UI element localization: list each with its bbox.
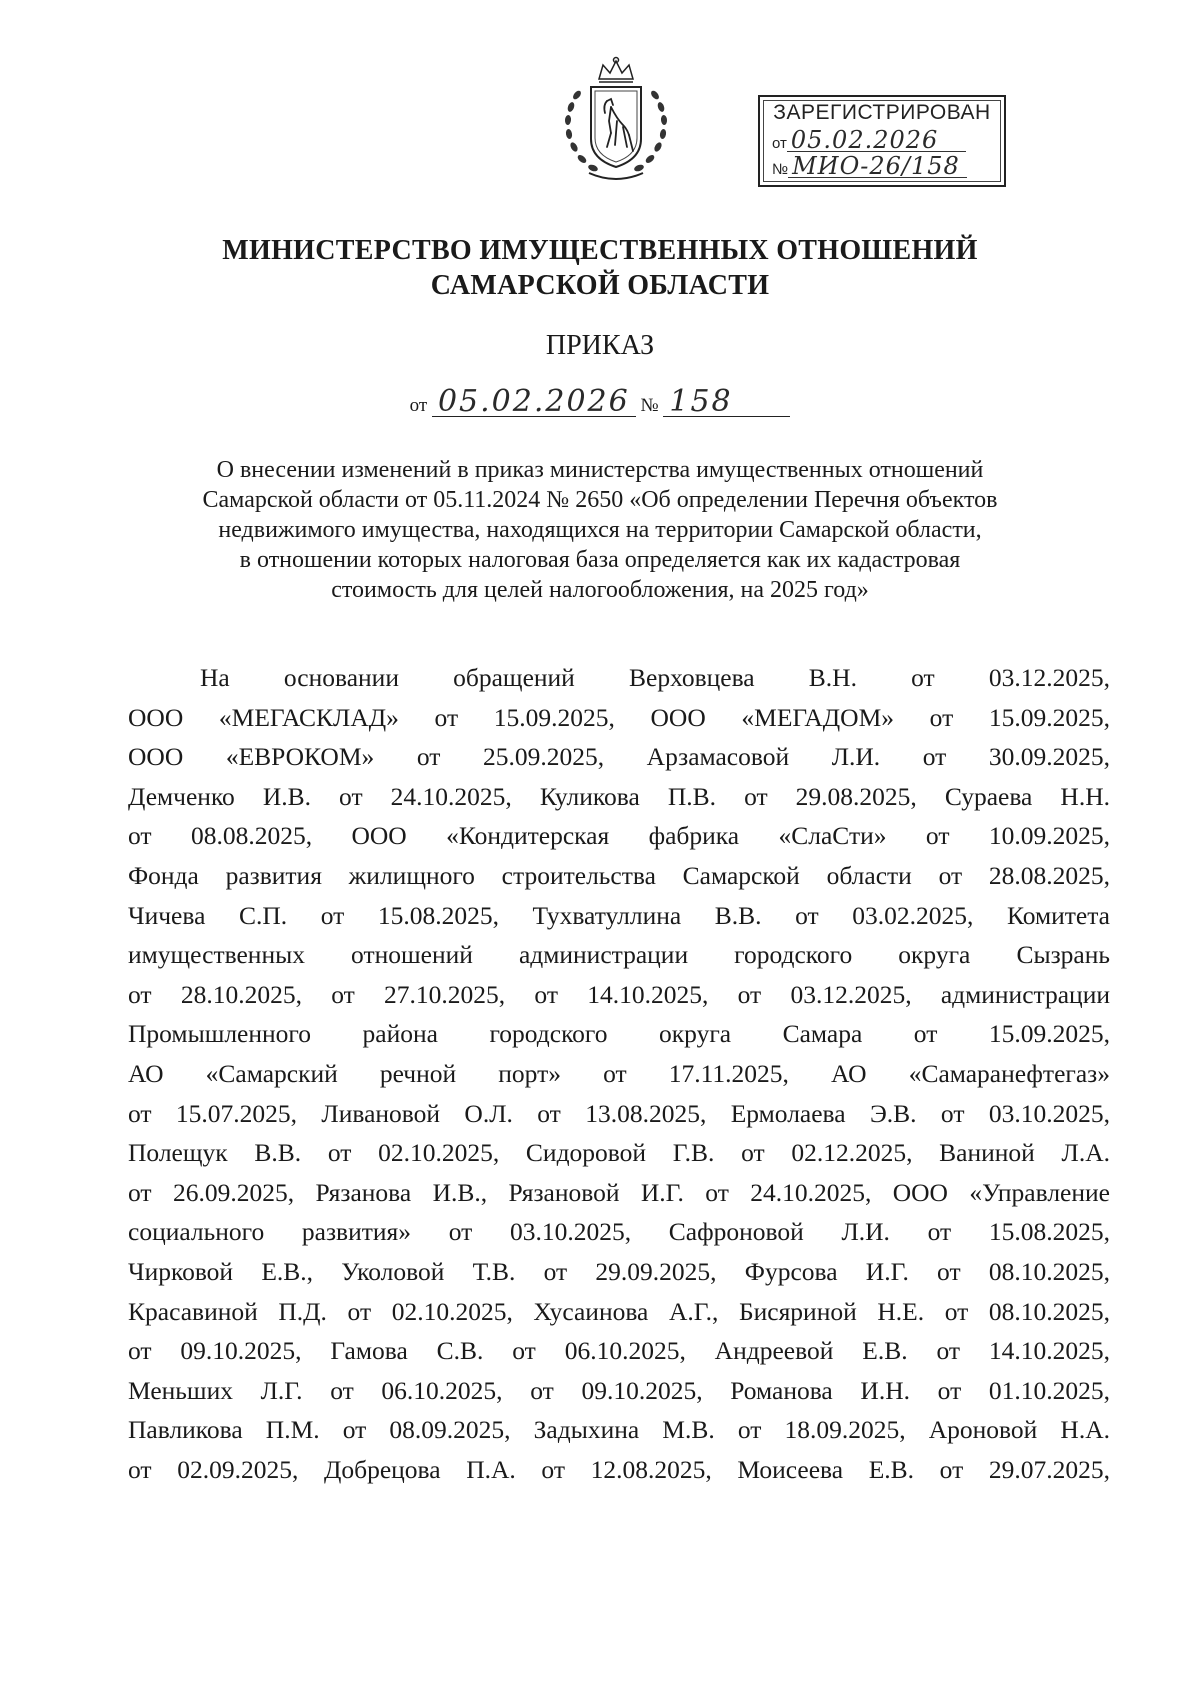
body-line: от 15.07.2025, Ливановой О.Л. от 13.08.2025, Ермолаева Э.В. от 03.10.2025, (128, 1098, 1110, 1128)
order-number-value: 158 (663, 388, 790, 417)
order-subject (120, 455, 1080, 605)
registration-stamp (758, 95, 1006, 187)
stamp-number-row (772, 152, 992, 180)
stamp-title: ЗАРЕГИСТРИРОВАН (773, 101, 991, 124)
body-line: от 08.08.2025, ООО «Кондитерская фабрика «СлаСти» от 10.09.2025, (128, 821, 1110, 851)
subject-line: недвижимого имущества, находящихся на территории Самарской области, (218, 517, 982, 543)
stamp-date-label: от (772, 135, 787, 152)
stamp-number-value: МИО-26/158 (788, 155, 967, 178)
body-line: Чирковой Е.В., Уколовой Т.В. от 29.09.2025, Фурсова И.Г. от 08.10.2025, (128, 1256, 1110, 1286)
body-line: На основании обращений Верховцева В.Н. от 03.12.2025, (200, 663, 1110, 692)
order-date-number (0, 384, 1200, 419)
body-line: Промышленного района городского округа Самара от 15.09.2025, (128, 1019, 1110, 1049)
body-line: ООО «МЕГАСКЛАД» от 15.09.2025, ООО «МЕГАДОМ» от 15.09.2025, (128, 702, 1110, 732)
body-line: ООО «ЕВРОКОМ» от 25.09.2025, Арзамасовой Л.И. от 30.09.2025, (128, 742, 1110, 772)
order-date-label: от (409, 395, 428, 416)
body-line: социального развития» от 03.10.2025, Сафроновой Л.И. от 15.08.2025, (128, 1217, 1110, 1247)
body-line: от 26.09.2025, Рязанова И.В., Рязановой И.Г. от 24.10.2025, ООО «Управление (128, 1177, 1110, 1207)
body-line: Полещук В.В. от 02.10.2025, Сидоровой Г.В. от 02.12.2025, Ваниной Л.А. (128, 1138, 1110, 1168)
stamp-number-label: № (772, 161, 789, 178)
body-line: Фонда развития жилищного строительства Самарской области от 28.08.2025, (128, 860, 1110, 890)
body-line: Демченко И.В. от 24.10.2025, Куликова П.В. от 29.08.2025, Сураева Н.Н. (128, 781, 1110, 811)
body-line: от 28.10.2025, от 27.10.2025, от 14.10.2025, от 03.12.2025, администрации (128, 979, 1110, 1009)
order-date-value: 05.02.2026 (432, 388, 636, 417)
ministry-title (0, 233, 1200, 303)
body-line: Меньших Л.Г. от 06.10.2025, от 09.10.2025, Романова И.Н. от 01.10.2025, (128, 1375, 1110, 1405)
subject-line: стоимость для целей налогообложения, на 2025 год» (331, 577, 869, 603)
body-line: АО «Самарский речной порт» от 17.11.2025, АО «Самаранефтегаз» (128, 1058, 1110, 1088)
body-line: от 09.10.2025, Гамова С.В. от 06.10.2025, Андреевой Е.В. от 14.10.2025, (128, 1336, 1110, 1366)
body-line: Красавиной П.Д. от 02.10.2025, Хусаинова А.Г., Бисяриной Н.Е. от 08.10.2025, (128, 1296, 1110, 1326)
body-line: Чичева С.П. от 15.08.2025, Тухватуллина В.В. от 03.02.2025, Комитета (128, 900, 1110, 930)
ministry-title-line-1: МИНИСТЕРСТВО ИМУЩЕСТВЕННЫХ ОТНОШЕНИЙ (222, 235, 978, 266)
order-number-label: № (640, 395, 659, 416)
coat-of-arms-icon (555, 55, 677, 185)
subject-line: Самарской области от 05.11.2024 № 2650 «Об определении Перечня объектов (202, 487, 998, 513)
document-type: ПРИКАЗ (545, 330, 655, 361)
stamp-date-row (772, 126, 992, 154)
body-line: от 02.09.2025, Добрецова П.А. от 12.08.2025, Моисеева Е.В. от 29.07.2025, (128, 1454, 1110, 1484)
subject-line: в отношении которых налоговая база определяется как их кадастровая (239, 547, 961, 573)
body-line: имущественных отношений администрации городского округа Сызрань (128, 940, 1110, 970)
stamp-date-value: 05.02.2026 (787, 129, 966, 152)
order-body (128, 658, 1110, 1489)
body-line: Павликова П.М. от 08.09.2025, Задыхина М.В. от 18.09.2025, Ароновой Н.А. (128, 1415, 1110, 1445)
subject-line: О внесении изменений в приказ министерства имущественных отношений (216, 457, 984, 483)
ministry-title-line-2: САМАРСКОЙ ОБЛАСТИ (430, 270, 770, 301)
